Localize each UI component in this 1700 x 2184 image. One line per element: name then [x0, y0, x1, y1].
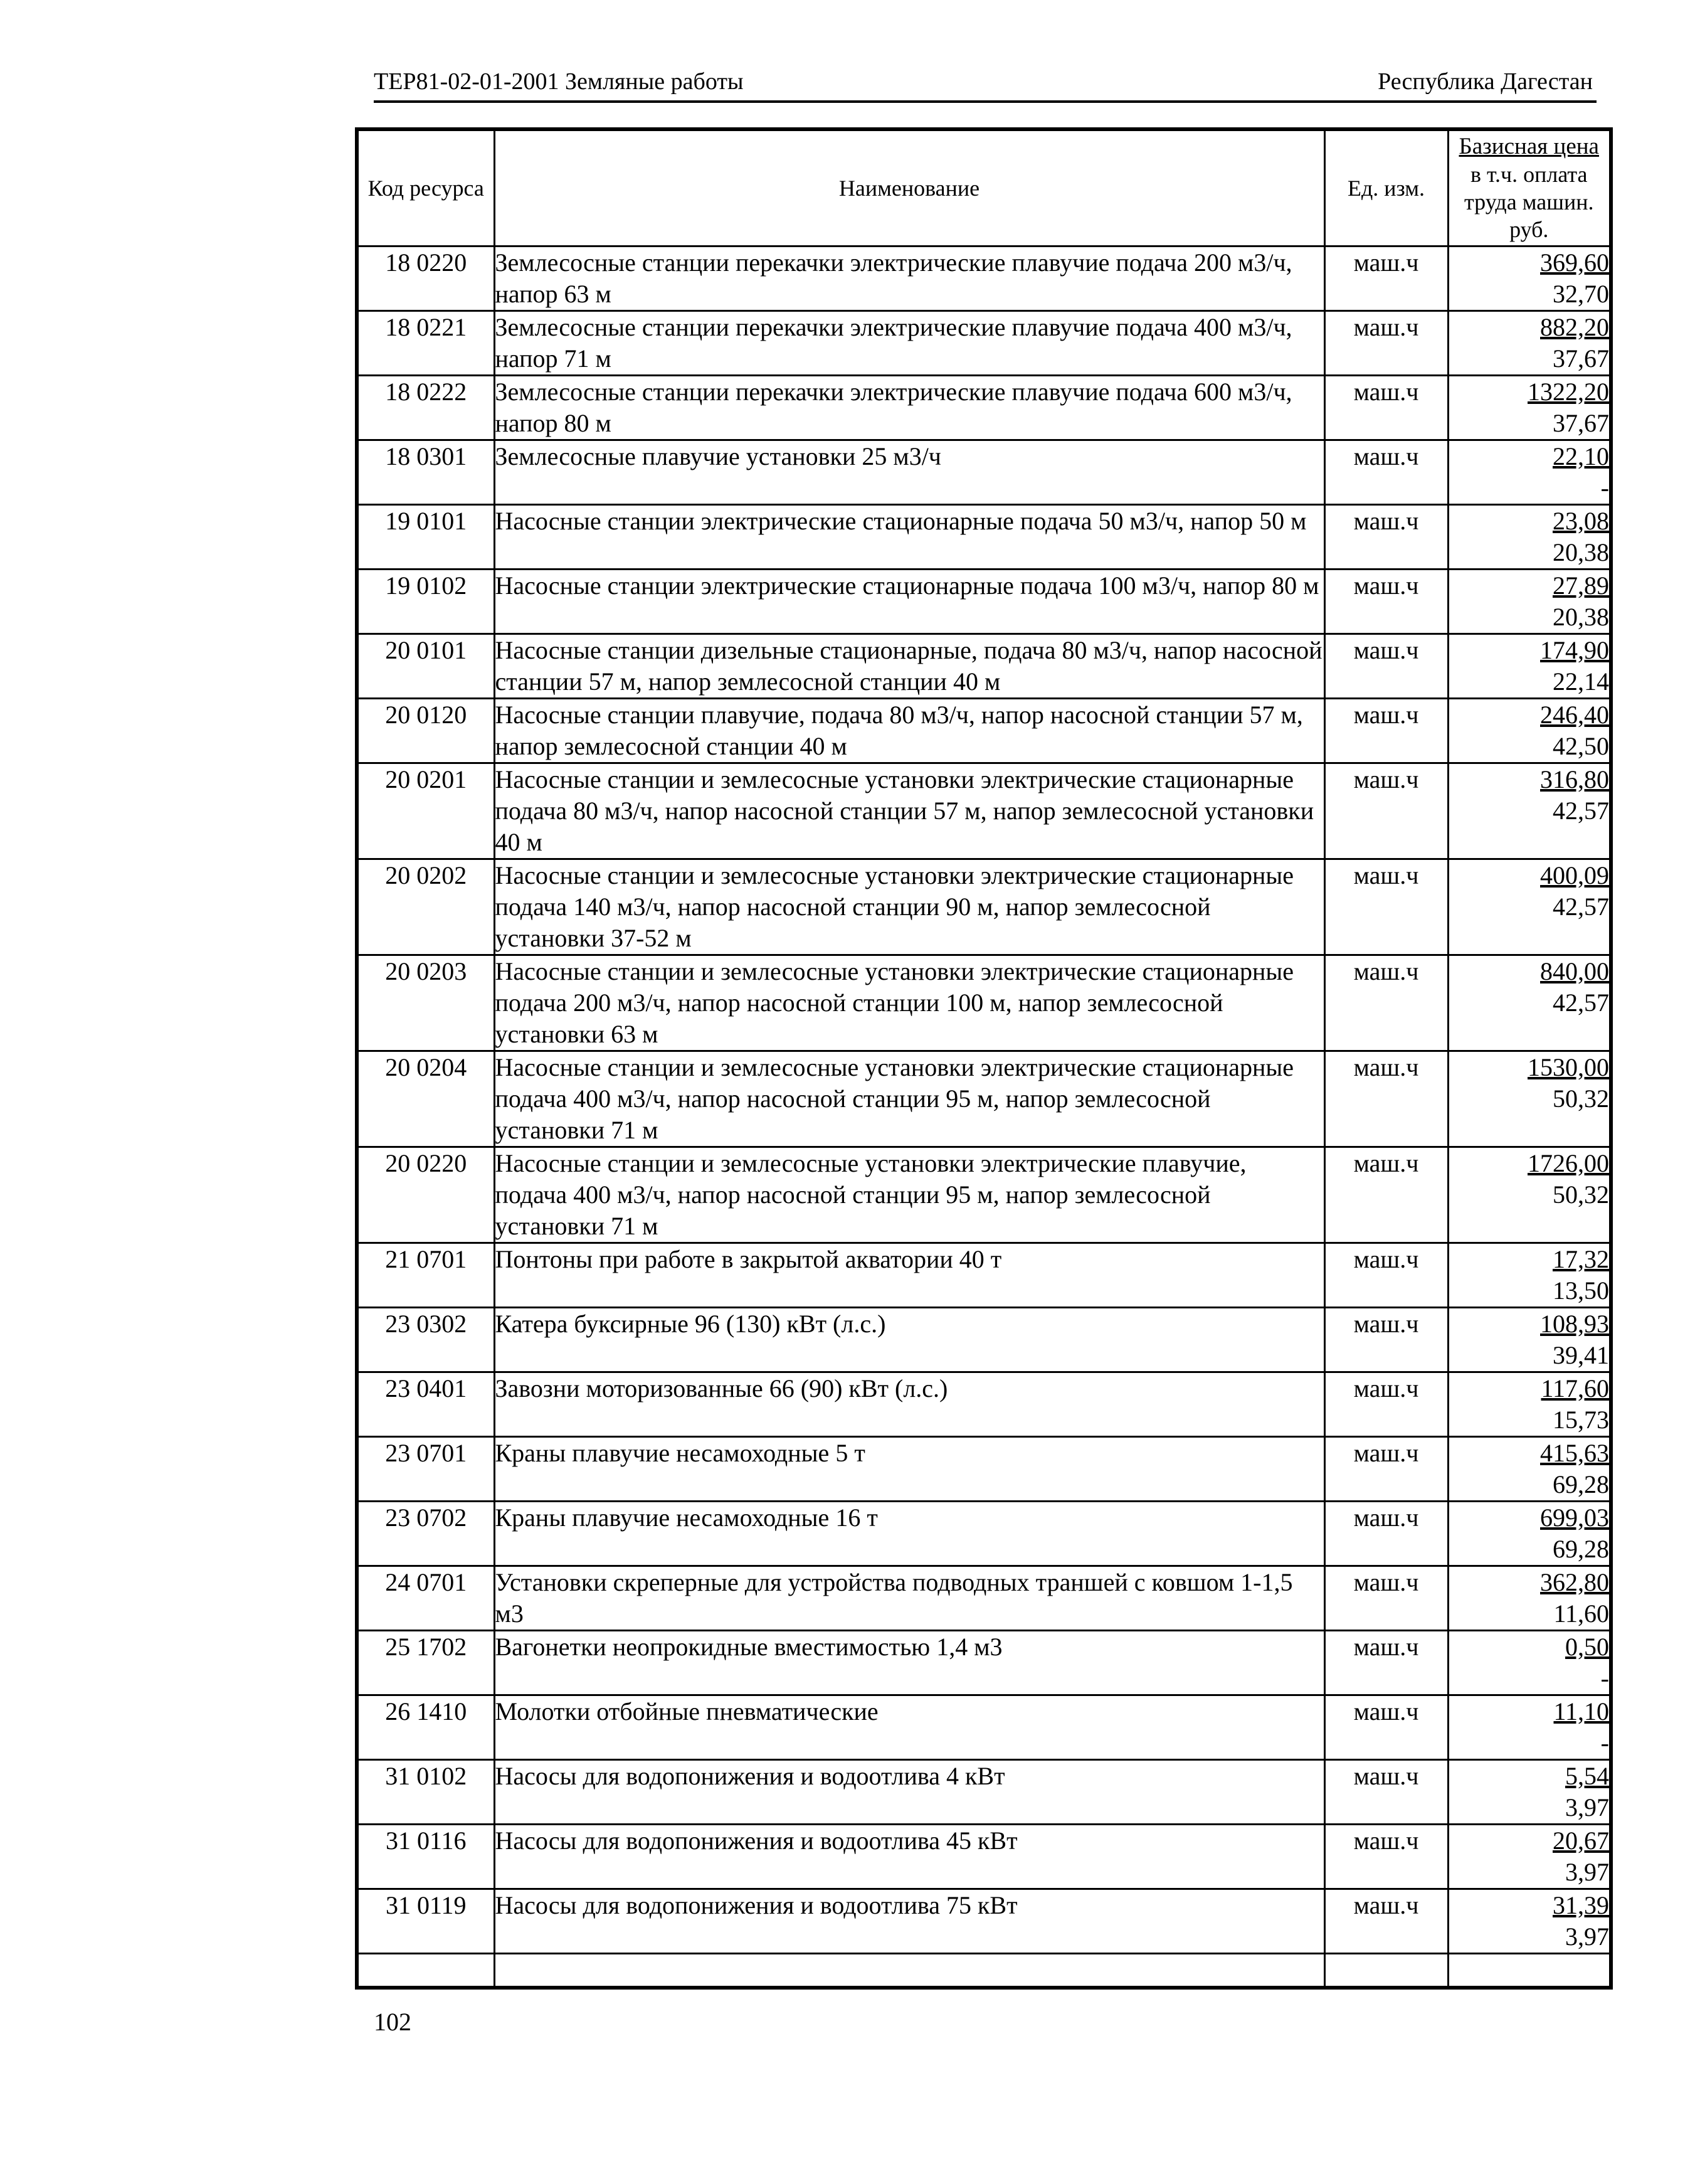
- resource-name: Насосные станции электрические стационарные подача 50 м3/ч, напор 50 м: [494, 505, 1324, 570]
- operator-wage: 37,67: [1553, 344, 1609, 373]
- resource-code: 26 1410: [357, 1695, 494, 1760]
- table-row: [357, 1372, 1611, 1437]
- table-row: [357, 634, 1611, 699]
- resource-code: 19 0101: [357, 505, 494, 570]
- resource-name: Насосы для водопонижения и водоотлива 4 кВт: [494, 1760, 1324, 1825]
- operator-wage: 50,32: [1553, 1084, 1609, 1113]
- resource-name: Понтоны при работе в закрытой акватории 40 т: [494, 1243, 1324, 1308]
- operator-wage: 42,57: [1553, 893, 1609, 921]
- empty-cell: [357, 1954, 494, 1988]
- resource-code: 21 0701: [357, 1243, 494, 1308]
- base-price: 415,63: [1540, 1439, 1609, 1467]
- resource-price-table: [355, 127, 1613, 1990]
- base-price: 882,20: [1540, 313, 1609, 341]
- resource-code: 23 0701: [357, 1437, 494, 1502]
- operator-wage: 69,28: [1553, 1470, 1609, 1498]
- base-price: 1726,00: [1528, 1149, 1609, 1177]
- operator-wage: 20,38: [1553, 538, 1609, 566]
- resource-name: Установки скреперные для устройства подводных траншей с ковшом 1-1,5 м3: [494, 1566, 1324, 1631]
- operator-wage: -: [1600, 1664, 1609, 1692]
- empty-cell: [1448, 1954, 1611, 1988]
- price-cell: [1448, 1631, 1611, 1695]
- page-header: [374, 63, 1597, 103]
- empty-row: [357, 1954, 1611, 1988]
- base-price: 0,50: [1565, 1633, 1609, 1661]
- resource-code: 25 1702: [357, 1631, 494, 1695]
- table-row: [357, 1437, 1611, 1502]
- operator-wage: 69,28: [1553, 1535, 1609, 1563]
- price-cell: [1448, 1889, 1611, 1954]
- resource-unit: маш.ч: [1324, 440, 1448, 505]
- resource-code: 20 0201: [357, 763, 494, 859]
- base-price: 246,40: [1540, 701, 1609, 729]
- table-row: [357, 1889, 1611, 1954]
- price-cell: [1448, 505, 1611, 570]
- operator-wage: 11,60: [1553, 1599, 1609, 1628]
- table-header-row: [357, 129, 1611, 246]
- resource-code: 23 0702: [357, 1502, 494, 1566]
- resource-unit: маш.ч: [1324, 246, 1448, 311]
- operator-wage: 42,57: [1553, 797, 1609, 825]
- resource-code: 20 0204: [357, 1051, 494, 1147]
- resource-name: Землесосные станции перекачки электрические плавучие подача 400 м3/ч, напор 71 м: [494, 311, 1324, 376]
- price-cell: [1448, 1437, 1611, 1502]
- resource-name: Землесосные станции перекачки электрические плавучие подача 200 м3/ч, напор 63 м: [494, 246, 1324, 311]
- resource-unit: маш.ч: [1324, 311, 1448, 376]
- resource-code: 20 0120: [357, 699, 494, 763]
- table-row: [357, 376, 1611, 440]
- price-cell: [1448, 699, 1611, 763]
- resource-unit: маш.ч: [1324, 1889, 1448, 1954]
- table-row: [357, 1566, 1611, 1631]
- resource-code: 31 0116: [357, 1825, 494, 1889]
- base-price: 369,60: [1540, 248, 1609, 277]
- table-row: [357, 1308, 1611, 1372]
- operator-wage: -: [1600, 1729, 1609, 1757]
- column-header-price: [1448, 129, 1611, 246]
- operator-wage: 42,50: [1553, 732, 1609, 760]
- resource-name: Молотки отбойные пневматические: [494, 1695, 1324, 1760]
- base-price: 17,32: [1553, 1245, 1609, 1273]
- resource-unit: маш.ч: [1324, 1566, 1448, 1631]
- resource-name: Насосные станции и землесосные установки электрические стационарные подача 80 м3/ч, напор насосной станции 57 м, напор землесосной установки 40 м: [494, 763, 1324, 859]
- resource-unit: маш.ч: [1324, 1631, 1448, 1695]
- resource-code: 20 0202: [357, 859, 494, 955]
- base-price: 11,10: [1553, 1697, 1609, 1725]
- empty-cell: [1324, 1954, 1448, 1988]
- price-cell: [1448, 1051, 1611, 1147]
- table-row: [357, 1502, 1611, 1566]
- resource-name: Вагонетки неопрокидные вместимостью 1,4 м3: [494, 1631, 1324, 1695]
- resource-name: Краны плавучие несамоходные 5 т: [494, 1437, 1324, 1502]
- resource-code: 31 0119: [357, 1889, 494, 1954]
- table-row: [357, 1051, 1611, 1147]
- column-header-name: Наименование: [494, 129, 1324, 246]
- resource-unit: маш.ч: [1324, 570, 1448, 634]
- price-header-sub2: труда машин.: [1464, 189, 1594, 215]
- operator-wage: 50,32: [1553, 1180, 1609, 1209]
- base-price: 27,89: [1553, 571, 1609, 600]
- table-row: [357, 570, 1611, 634]
- resource-unit: маш.ч: [1324, 1437, 1448, 1502]
- table-row: [357, 1695, 1611, 1760]
- resource-code: 19 0102: [357, 570, 494, 634]
- table-row: [357, 1825, 1611, 1889]
- resource-unit: маш.ч: [1324, 1372, 1448, 1437]
- resource-unit: маш.ч: [1324, 1825, 1448, 1889]
- table-row: [357, 1631, 1611, 1695]
- operator-wage: 3,97: [1565, 1922, 1609, 1951]
- column-header-unit: Ед. изм.: [1324, 129, 1448, 246]
- price-cell: [1448, 1243, 1611, 1308]
- price-cell: [1448, 246, 1611, 311]
- resource-code: 20 0220: [357, 1147, 494, 1243]
- resource-name: Насосы для водопонижения и водоотлива 45 кВт: [494, 1825, 1324, 1889]
- resource-code: 23 0401: [357, 1372, 494, 1437]
- price-cell: [1448, 955, 1611, 1051]
- resource-code: 20 0203: [357, 955, 494, 1051]
- resource-name: Насосные станции и землесосные установки электрические стационарные подача 140 м3/ч, напор насосной станции 90 м, напор землесосной установки 37-52 м: [494, 859, 1324, 955]
- resource-unit: маш.ч: [1324, 1308, 1448, 1372]
- resource-unit: маш.ч: [1324, 955, 1448, 1051]
- resource-unit: маш.ч: [1324, 1695, 1448, 1760]
- operator-wage: 13,50: [1553, 1276, 1609, 1305]
- operator-wage: 3,97: [1565, 1793, 1609, 1821]
- base-price: 5,54: [1565, 1762, 1609, 1790]
- base-price: 362,80: [1540, 1568, 1609, 1596]
- resource-name: Насосные станции и землесосные установки электрические стационарные подача 200 м3/ч, напор насосной станции 100 м, напор землесосной установки 63 м: [494, 955, 1324, 1051]
- price-header-sub3: руб.: [1509, 217, 1549, 242]
- resource-unit: маш.ч: [1324, 1243, 1448, 1308]
- price-cell: [1448, 1147, 1611, 1243]
- operator-wage: 22,14: [1553, 667, 1609, 696]
- document-title: ТЕР81-02-01-2001 Земляные работы: [374, 68, 744, 95]
- resource-unit: маш.ч: [1324, 1147, 1448, 1243]
- resource-unit: маш.ч: [1324, 1051, 1448, 1147]
- operator-wage: -: [1600, 474, 1609, 502]
- resource-name: Насосные станции и землесосные установки электрические стационарные подача 400 м3/ч, напор насосной станции 95 м, напор землесосной установки 71 м: [494, 1051, 1324, 1147]
- resource-unit: маш.ч: [1324, 376, 1448, 440]
- resource-code: 31 0102: [357, 1760, 494, 1825]
- price-cell: [1448, 1372, 1611, 1437]
- price-cell: [1448, 1760, 1611, 1825]
- base-price: 20,67: [1553, 1826, 1609, 1855]
- price-cell: [1448, 311, 1611, 376]
- resource-code: 23 0302: [357, 1308, 494, 1372]
- price-cell: [1448, 1825, 1611, 1889]
- price-header-title: Базисная цена: [1459, 134, 1599, 159]
- resource-name: Землесосные плавучие установки 25 м3/ч: [494, 440, 1324, 505]
- table-row: [357, 246, 1611, 311]
- resource-name: Завозни моторизованные 66 (90) кВт (л.с.): [494, 1372, 1324, 1437]
- base-price: 31,39: [1553, 1891, 1609, 1919]
- price-cell: [1448, 440, 1611, 505]
- resource-unit: маш.ч: [1324, 634, 1448, 699]
- resource-code: 18 0220: [357, 246, 494, 311]
- column-header-code: Код ресурса: [357, 129, 494, 246]
- table-row: [357, 1147, 1611, 1243]
- price-cell: [1448, 570, 1611, 634]
- operator-wage: 37,67: [1553, 409, 1609, 437]
- base-price: 400,09: [1540, 861, 1609, 889]
- resource-code: 20 0101: [357, 634, 494, 699]
- price-cell: [1448, 763, 1611, 859]
- price-cell: [1448, 1308, 1611, 1372]
- page-number: 102: [374, 2008, 411, 2036]
- resource-name: Насосные станции дизельные стационарные, подача 80 м3/ч, напор насосной станции 57 м, напор землесосной станции 40 м: [494, 634, 1324, 699]
- table-row: [357, 699, 1611, 763]
- base-price: 316,80: [1540, 765, 1609, 793]
- empty-cell: [494, 1954, 1324, 1988]
- resource-name: Насосные станции электрические стационарные подача 100 м3/ч, напор 80 м: [494, 570, 1324, 634]
- region-title: Республика Дагестан: [1378, 68, 1593, 95]
- base-price: 840,00: [1540, 957, 1609, 985]
- table-row: [357, 1243, 1611, 1308]
- resource-name: Насосные станции и землесосные установки электрические плавучие, подача 400 м3/ч, напор насосной станции 95 м, напор землесосной установки 71 м: [494, 1147, 1324, 1243]
- base-price: 117,60: [1541, 1374, 1609, 1402]
- resource-unit: маш.ч: [1324, 699, 1448, 763]
- base-price: 23,08: [1553, 507, 1609, 535]
- table-row: [357, 440, 1611, 505]
- table-row: [357, 1760, 1611, 1825]
- base-price: 22,10: [1553, 442, 1609, 470]
- resource-name: Катера буксирные 96 (130) кВт (л.с.): [494, 1308, 1324, 1372]
- operator-wage: 32,70: [1553, 280, 1609, 308]
- operator-wage: 3,97: [1565, 1858, 1609, 1886]
- resource-code: 18 0301: [357, 440, 494, 505]
- base-price: 1322,20: [1528, 378, 1609, 406]
- resource-unit: маш.ч: [1324, 1760, 1448, 1825]
- base-price: 174,90: [1540, 636, 1609, 664]
- resource-name: Насосы для водопонижения и водоотлива 75 кВт: [494, 1889, 1324, 1954]
- price-header-sub1: в т.ч. оплата: [1470, 162, 1588, 187]
- price-cell: [1448, 1566, 1611, 1631]
- resource-name: Насосные станции плавучие, подача 80 м3/ч, напор насосной станции 57 м, напор землесосной станции 40 м: [494, 699, 1324, 763]
- price-cell: [1448, 1502, 1611, 1566]
- base-price: 1530,00: [1528, 1053, 1609, 1081]
- operator-wage: 15,73: [1553, 1406, 1609, 1434]
- price-cell: [1448, 859, 1611, 955]
- resource-code: 18 0222: [357, 376, 494, 440]
- resource-code: 18 0221: [357, 311, 494, 376]
- resource-name: Землесосные станции перекачки электрические плавучие подача 600 м3/ч, напор 80 м: [494, 376, 1324, 440]
- resource-unit: маш.ч: [1324, 859, 1448, 955]
- table-row: [357, 505, 1611, 570]
- base-price: 699,03: [1540, 1503, 1609, 1532]
- resource-unit: маш.ч: [1324, 1502, 1448, 1566]
- table-row: [357, 955, 1611, 1051]
- operator-wage: 42,57: [1553, 989, 1609, 1017]
- price-cell: [1448, 1695, 1611, 1760]
- table-row: [357, 311, 1611, 376]
- price-cell: [1448, 634, 1611, 699]
- resource-code: 24 0701: [357, 1566, 494, 1631]
- resource-name: Краны плавучие несамоходные 16 т: [494, 1502, 1324, 1566]
- base-price: 108,93: [1540, 1310, 1609, 1338]
- resource-unit: маш.ч: [1324, 505, 1448, 570]
- price-cell: [1448, 376, 1611, 440]
- resource-unit: маш.ч: [1324, 763, 1448, 859]
- operator-wage: 39,41: [1553, 1341, 1609, 1369]
- table-row: [357, 763, 1611, 859]
- table-row: [357, 859, 1611, 955]
- operator-wage: 20,38: [1553, 603, 1609, 631]
